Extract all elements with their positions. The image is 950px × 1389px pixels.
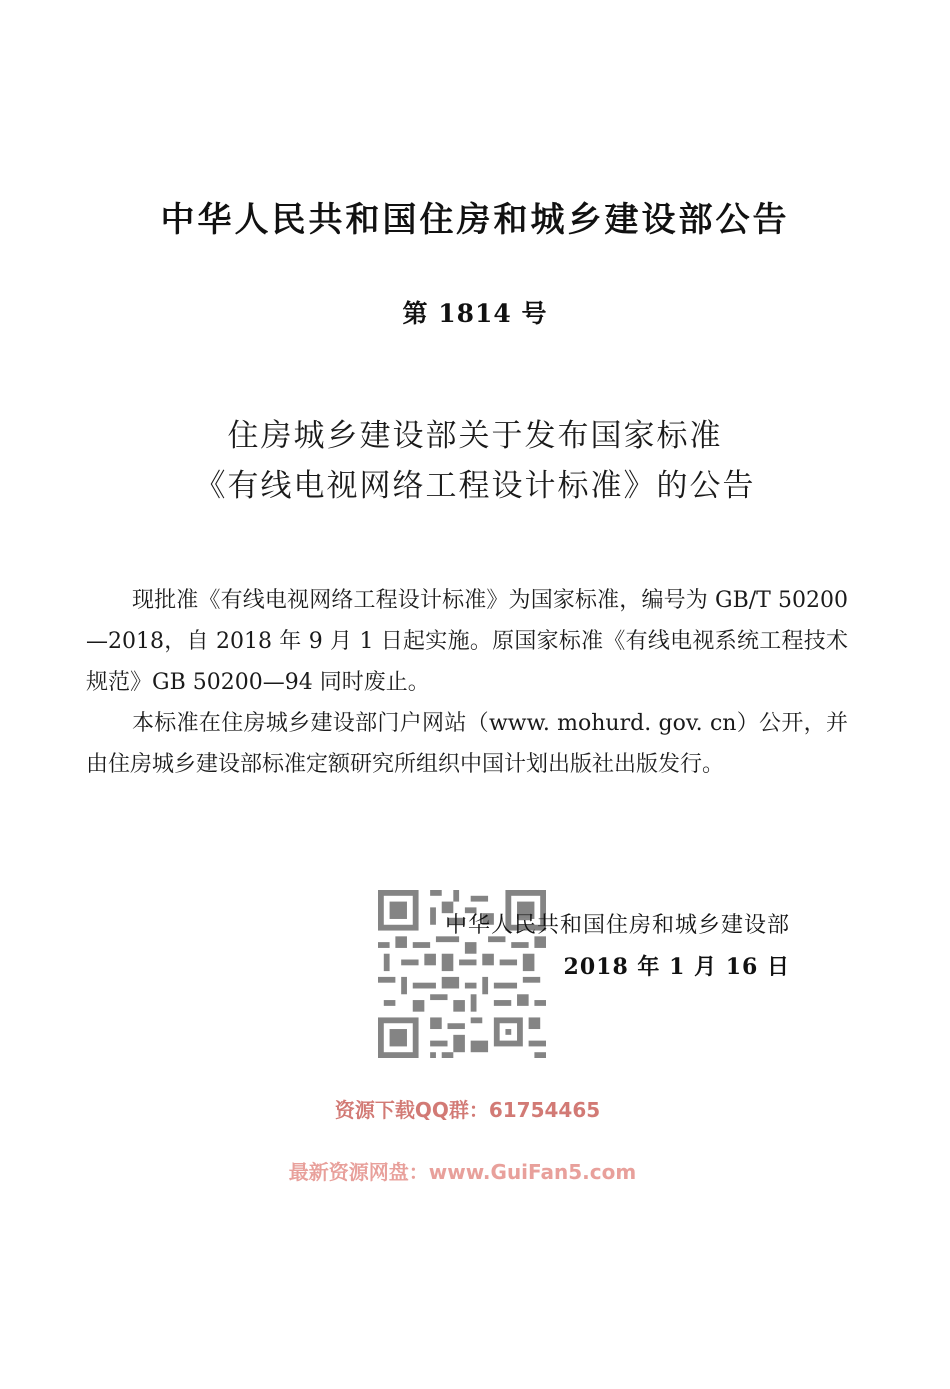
body-paragraph-1 [86, 580, 848, 703]
issuer-signature: 中华人民共和国住房和城乡建设部 [444, 913, 790, 938]
subtitle-line-1: 住房城乡建设部关于发布国家标准 [227, 418, 723, 454]
watermark-qq-group: 资源下载QQ群：61754465 [334, 1098, 601, 1122]
paragraph-1-text: 现批准《有线电视网络工程设计标准》为国家标准，编号为 GB/T 50200—2018，自 2018 年 9 月 1 日起实施。原国家标准《有线电视系统工程技术规范》GB 50200—94 同时废止。 [86, 588, 848, 695]
watermark-website: 最新资源网盘：www.GuiFan5.com [288, 1160, 637, 1184]
notice-number: 第 1814 号 [402, 299, 548, 328]
issue-date: 2018 年 1 月 16 日 [563, 954, 790, 980]
paragraph-2-text: 本标准在住房城乡建设部门户网站（www. mohurd. gov. cn）公开，并由住房城乡建设部标准定额研究所组织中国计划出版社出版发行。 [86, 711, 848, 777]
body-paragraph-2 [86, 703, 848, 785]
main-title: 中华人民共和国住房和城乡建设部公告 [160, 200, 790, 240]
subtitle-line-2: 《有线电视网络工程设计标准》的公告 [194, 468, 756, 504]
